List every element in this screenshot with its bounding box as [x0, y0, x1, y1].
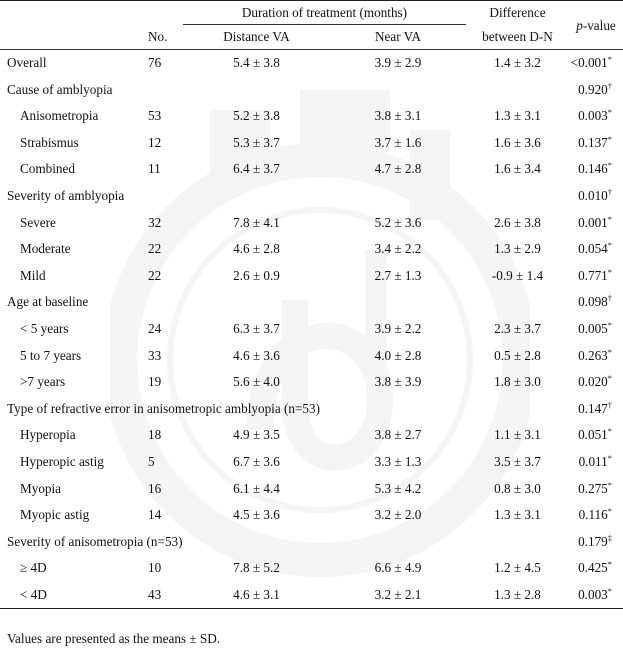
difference-cell: 1.6 ± 3.6	[494, 134, 541, 150]
row-label: Hyperopic astig	[20, 453, 104, 469]
near-va-header: Near VA	[374, 29, 422, 44]
p-value-cell	[569, 582, 623, 609]
count-cell: 19	[148, 374, 162, 390]
group-header-row	[0, 183, 623, 210]
count-cell: 16	[148, 480, 162, 496]
distance-va-cell: 2.6 ± 0.9	[233, 267, 280, 283]
count-cell: 76	[148, 50, 183, 77]
table-row	[0, 130, 623, 157]
p-value: 0.137	[578, 134, 608, 150]
near-va-cell: 5.2 ± 3.6	[374, 214, 422, 230]
distance-va-cell: 5.6 ± 4.0	[233, 374, 280, 390]
p-value-cell	[569, 449, 623, 476]
distance-va-cell: 6.3 ± 3.7	[233, 320, 280, 336]
p-value: 0.054	[578, 241, 608, 257]
p-value: 0.920	[578, 81, 608, 97]
row-label: >7 years	[20, 374, 66, 390]
header-row-2	[0, 25, 623, 50]
near-va-cell: 3.9 ± 2.9	[330, 50, 466, 77]
count-cell: 33	[148, 347, 162, 363]
difference-cell: 2.6 ± 3.8	[494, 214, 541, 230]
table-body	[0, 50, 623, 609]
p-value: 0.001	[578, 214, 608, 230]
p-value-cell	[569, 422, 623, 449]
near-va-cell: 3.4 ± 2.2	[374, 241, 422, 257]
table-row	[0, 210, 623, 237]
distance-va-cell: 5.3 ± 3.7	[233, 134, 280, 150]
p-value: 0.147	[578, 400, 608, 416]
p-value: 0.003	[578, 586, 608, 602]
duration-group-header: Duration of treatment (months)	[183, 1, 466, 25]
p-value-cell	[569, 50, 623, 77]
count-cell: 10	[148, 560, 162, 576]
near-va-cell: 3.9 ± 2.2	[374, 320, 422, 336]
difference-cell: 1.3 ± 2.9	[494, 241, 541, 257]
table-row	[0, 103, 623, 130]
difference-cell: 1.2 ± 4.5	[494, 560, 541, 576]
p-value-cell	[569, 316, 623, 343]
distance-va-cell: 7.8 ± 5.2	[233, 560, 280, 576]
p-value-cell	[569, 369, 623, 396]
p-value-footnote-mark: *	[607, 319, 612, 330]
near-va-cell: 4.0 ± 2.8	[374, 347, 422, 363]
count-cell: 11	[148, 161, 161, 177]
distance-va-cell: 4.9 ± 3.5	[233, 427, 280, 443]
table-row	[0, 236, 623, 263]
table-row	[0, 263, 623, 290]
row-label: Anisometropia	[20, 108, 99, 124]
count-cell: 5	[148, 453, 155, 469]
group-label: Age at baseline	[7, 294, 89, 310]
difference-cell: 1.4 ± 3.2	[466, 50, 569, 77]
p-value: 0.146	[578, 161, 608, 177]
count-cell: 43	[148, 582, 183, 609]
difference-cell: 1.1 ± 3.1	[494, 427, 541, 443]
distance-va-cell: 4.6 ± 3.6	[233, 347, 280, 363]
no-header: No.	[148, 28, 168, 44]
p-value: 0.275	[578, 480, 608, 496]
near-va-cell: 3.3 ± 1.3	[374, 453, 422, 469]
table-row	[0, 582, 623, 609]
table-row	[0, 343, 623, 370]
distance-va-cell: 5.4 ± 3.8	[183, 50, 330, 77]
p-value-cell	[569, 236, 623, 263]
p-value-cell	[569, 289, 623, 316]
distance-va-header: Distance VA	[223, 29, 290, 44]
footnote: Values are presented as the means ± SD.	[7, 631, 221, 646]
p-value-footnote-mark: ‡	[607, 532, 612, 543]
group-header-row	[0, 77, 623, 104]
table-row	[0, 369, 623, 396]
group-label: Severity of anisometropia (n=53)	[7, 533, 183, 549]
group-label: Type of refractive error in anisometropic amblyopia (n=53)	[7, 400, 321, 416]
row-label: Combined	[20, 161, 75, 177]
near-va-cell: 3.8 ± 3.1	[374, 108, 422, 124]
row-label: Mild	[20, 267, 46, 283]
difference-cell: 1.3 ± 3.1	[494, 108, 541, 124]
row-label: < 4D	[0, 582, 148, 609]
p-value-footnote-mark: †	[607, 293, 612, 304]
p-value-footnote-mark: *	[607, 479, 612, 490]
p-value: 0.263	[578, 347, 608, 363]
distance-va-cell: 6.1 ± 4.4	[233, 480, 280, 496]
near-va-cell: 4.7 ± 2.8	[374, 161, 422, 177]
p-value: 0.771	[578, 267, 608, 283]
p-value-footnote-mark: *	[607, 54, 612, 64]
difference-cell: 2.3 ± 3.7	[494, 320, 541, 336]
p-value-footnote-mark: *	[607, 266, 612, 277]
p-value: 0.116	[578, 507, 608, 523]
p-value-cell	[569, 130, 623, 157]
count-cell: 53	[148, 108, 162, 124]
p-value-cell	[569, 77, 623, 104]
distance-va-cell: 4.5 ± 3.6	[233, 507, 280, 523]
table-row	[0, 422, 623, 449]
distance-va-cell: 6.7 ± 3.6	[233, 453, 280, 469]
p-value: 0.011	[578, 453, 608, 469]
near-va-cell: 3.7 ± 1.6	[374, 134, 422, 150]
p-value-footnote-mark: *	[607, 107, 612, 118]
difference-cell: 3.5 ± 3.7	[494, 453, 541, 469]
distance-va-cell: 4.6 ± 2.8	[233, 241, 280, 257]
row-label: Severe	[20, 214, 56, 230]
p-value-footnote-mark: *	[607, 213, 612, 224]
near-va-cell: 2.7 ± 1.3	[374, 267, 422, 283]
p-value-footnote-mark: *	[607, 133, 612, 144]
p-value-cell	[569, 529, 623, 556]
row-label: Myopia	[20, 480, 62, 496]
p-value: 0.005	[578, 320, 608, 336]
p-value-footnote-mark: *	[607, 506, 612, 517]
difference-cell: 1.6 ± 3.4	[494, 161, 541, 177]
table-row	[0, 502, 623, 529]
row-label: ≥ 4D	[20, 560, 47, 576]
p-value-cell	[569, 396, 623, 423]
count-cell: 32	[148, 214, 162, 230]
p-value-footnote-mark: †	[607, 186, 612, 197]
row-label: Strabismus	[20, 134, 79, 150]
p-value: 0.003	[578, 108, 608, 124]
row-label: < 5 years	[20, 320, 69, 336]
p-value-cell	[569, 555, 623, 582]
count-cell: 22	[148, 241, 162, 257]
p-value-cell	[569, 183, 623, 210]
p-value: 0.020	[578, 374, 608, 390]
group-header-row	[0, 396, 623, 423]
distance-va-cell: 6.4 ± 3.7	[233, 161, 280, 177]
group-label: Severity of amblyopia	[7, 187, 125, 203]
row-label: Moderate	[20, 241, 71, 257]
difference-cell: 0.5 ± 2.8	[494, 347, 541, 363]
distance-va-cell: 4.6 ± 3.1	[183, 582, 330, 609]
table-row	[0, 316, 623, 343]
group-label: Cause of amblyopia	[7, 81, 113, 97]
difference-cell: 0.8 ± 3.0	[494, 480, 541, 496]
p-value-footnote-mark: *	[607, 240, 612, 251]
p-value-cell	[569, 343, 623, 370]
p-value: 0.425	[578, 560, 608, 576]
difference-header-line2: between D-N	[482, 28, 553, 44]
p-value-footnote-mark: *	[607, 452, 612, 463]
row-label: Myopic astig	[20, 507, 90, 523]
table-row	[0, 449, 623, 476]
row-label: Overall	[0, 50, 148, 77]
distance-va-cell: 7.8 ± 4.1	[233, 214, 280, 230]
p-value-cell	[569, 103, 623, 130]
p-value: <0.001	[570, 55, 608, 70]
difference-cell: -0.9 ± 1.4	[491, 267, 544, 283]
p-value: 0.051	[578, 427, 608, 443]
group-header-row	[0, 289, 623, 316]
near-va-cell: 5.3 ± 4.2	[374, 480, 422, 496]
p-value-footnote-mark: *	[607, 585, 612, 596]
p-value-cell	[569, 502, 623, 529]
count-cell: 22	[148, 267, 162, 283]
p-value: 0.179	[578, 533, 608, 549]
row-label: Hyperopia	[20, 427, 76, 443]
difference-header-line1: Difference	[466, 1, 569, 25]
difference-cell: 1.8 ± 3.0	[494, 374, 541, 390]
count-cell: 24	[148, 320, 162, 336]
p-value-footnote-mark: *	[607, 559, 612, 570]
table-row	[0, 156, 623, 183]
p-value: 0.098	[578, 294, 608, 310]
p-value-footnote-mark: †	[607, 399, 612, 410]
p-value-footnote-mark: *	[607, 160, 612, 171]
near-va-cell: 3.2 ± 2.1	[330, 582, 466, 609]
row-label: 5 to 7 years	[20, 347, 82, 363]
p-value-footnote-mark: *	[607, 426, 612, 437]
p-value: 0.010	[578, 187, 608, 203]
p-value-cell	[569, 210, 623, 237]
near-va-cell: 3.8 ± 2.7	[374, 427, 422, 443]
p-value-header: p-value	[569, 1, 623, 50]
header-row-1	[0, 1, 623, 25]
count-cell: 12	[148, 134, 162, 150]
difference-cell: 1.3 ± 3.1	[494, 507, 541, 523]
near-va-cell: 6.6 ± 4.9	[374, 560, 422, 576]
p-value-footnote-mark: *	[607, 346, 612, 357]
count-cell: 18	[148, 427, 162, 443]
distance-va-cell: 5.2 ± 3.8	[233, 108, 280, 124]
p-value-cell	[569, 156, 623, 183]
group-header-row	[0, 529, 623, 556]
table-row	[0, 50, 623, 77]
near-va-cell: 3.8 ± 3.9	[374, 374, 422, 390]
near-va-cell: 3.2 ± 2.0	[374, 507, 422, 523]
table-row	[0, 555, 623, 582]
p-value-footnote-mark: *	[607, 373, 612, 384]
p-value-footnote-mark: †	[607, 80, 612, 91]
table-row	[0, 476, 623, 503]
p-value-cell	[569, 263, 623, 290]
p-value-cell	[569, 476, 623, 503]
count-cell: 14	[148, 507, 162, 523]
difference-cell: 1.3 ± 2.8	[466, 582, 569, 609]
